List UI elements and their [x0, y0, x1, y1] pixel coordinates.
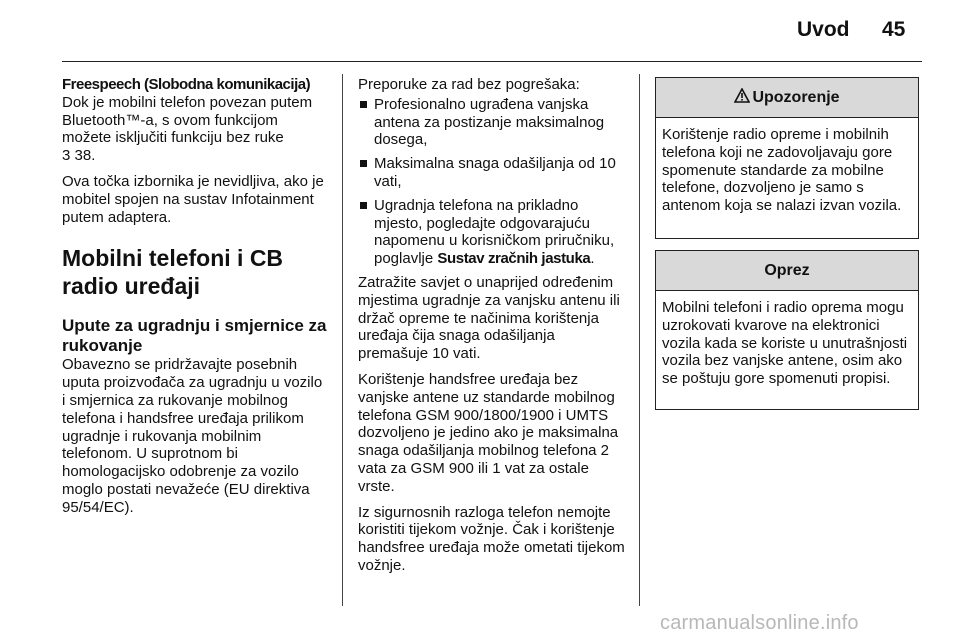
list-item: [358, 197, 626, 268]
warning-triangle-icon: [734, 88, 750, 108]
freespeech-note: Ova točka izbornika je nevidljiva, ako je mobitel spojen na sustav Infotainment putem adaptera.: [62, 172, 324, 226]
caution-title: Oprez: [764, 261, 810, 279]
bullet-square-icon: [360, 202, 367, 209]
caution-body: Mobilni telefoni i radio oprema mogu uzrokovati kvarove na elektronici vozila kada se koriste u unutrašnjosti vozila bez vanjske antene, osim ako se poštuju gore spomenuti propisi.: [662, 299, 908, 388]
caution-header: [656, 251, 918, 291]
freespeech-paragraph: [62, 76, 328, 165]
column-divider: [639, 74, 640, 606]
airbag-chapter-link[interactable]: Sustav zračnih jastuka: [437, 250, 591, 268]
freespeech-title: Freespeech (Slobodna komunikacija): [62, 76, 311, 93]
recommendations-list: [358, 96, 626, 268]
list-item-text: Ugradnja telefona na prikladno mjesto, pogledajte odgovarajuću napomenu u korisničkom priručniku, poglavlje: [374, 196, 615, 268]
section-title: Mobilni telefoni i CB radio uređaji: [62, 245, 284, 300]
header-divider: [62, 61, 922, 62]
list-item: [358, 96, 626, 149]
list-item-end: .: [590, 250, 595, 268]
warning-box: [655, 77, 919, 239]
column-left: [62, 76, 328, 525]
list-item-text: Maksimalna snaga odašiljanja od 10 vati,: [374, 155, 616, 190]
list-item-text: Profesionalno ugrađena vanjska antena za postizanje maksimalnog dosega,: [374, 95, 605, 149]
caution-box: [655, 250, 919, 410]
subsection-title: Upute za ugradnju i smjernice za rukovanje: [62, 316, 327, 356]
freespeech-body: Dok je mobilni telefon povezan putem Bluetooth™-a, s ovom funkcijom možete isključiti funkciju bez ruke: [62, 93, 313, 147]
page-number: 45: [882, 18, 906, 41]
paragraph-antenna-advice: Zatražite savjet o unaprijed određenim mjestima ugradnje za vanjsku antenu ili držač opreme te načinima korištenja uređaja čija snaga odašiljanja premašuje 10 vati.: [358, 273, 620, 363]
list-item: [358, 155, 626, 191]
warning-title: Upozorenje: [752, 88, 840, 106]
column-middle: [358, 76, 626, 583]
warning-header: [656, 78, 918, 118]
paragraph-handsfree: Korištenje handsfree uređaja bez vanjske antene uz standarde mobilnog telefona GSM 900/1800/1900 i UMTS dozvoljeno je jedino ako je maksimalna snaga odašiljanja mobilnog telefona 2 vata za GSM 900 ili 1 vat za ostale vrste.: [358, 370, 619, 495]
subsection-body: Obavezno se pridržavajte posebnih uputa proizvođača za ugradnju u vozilo i smjernica za rukovanje mobilnog telefona i handsfree uređaja prilikom ugradnje i rukovanja mobilnim telefonom. U suprotnom bi homologacijsko odobrenje za vozilo moglo postati nevažeće (EU direktiva 95/54/EC).: [62, 356, 323, 516]
recommendations-intro: Preporuke za rad bez pogrešaka:: [358, 76, 580, 93]
watermark: carmanualsonline.info: [660, 612, 859, 634]
paragraph-safety: Iz sigurnosnih razloga telefon nemojte koristiti tijekom vožnje. Čak i korištenje handsfree uređaja može ometati tijekom vožnje.: [358, 503, 625, 574]
warning-body: Korištenje radio opreme i mobilnih telefona koji ne zadovoljavaju gore spomenute standarde za mobilne telefone, dozvoljeno je samo s antenom koja se nalazi izvan vozila.: [662, 126, 902, 215]
bullet-square-icon: [360, 160, 367, 167]
chapter-title: Uvod: [797, 18, 850, 41]
bullet-square-icon: [360, 101, 367, 108]
page-reference[interactable]: 3 38.: [62, 147, 96, 165]
column-divider: [342, 74, 343, 606]
